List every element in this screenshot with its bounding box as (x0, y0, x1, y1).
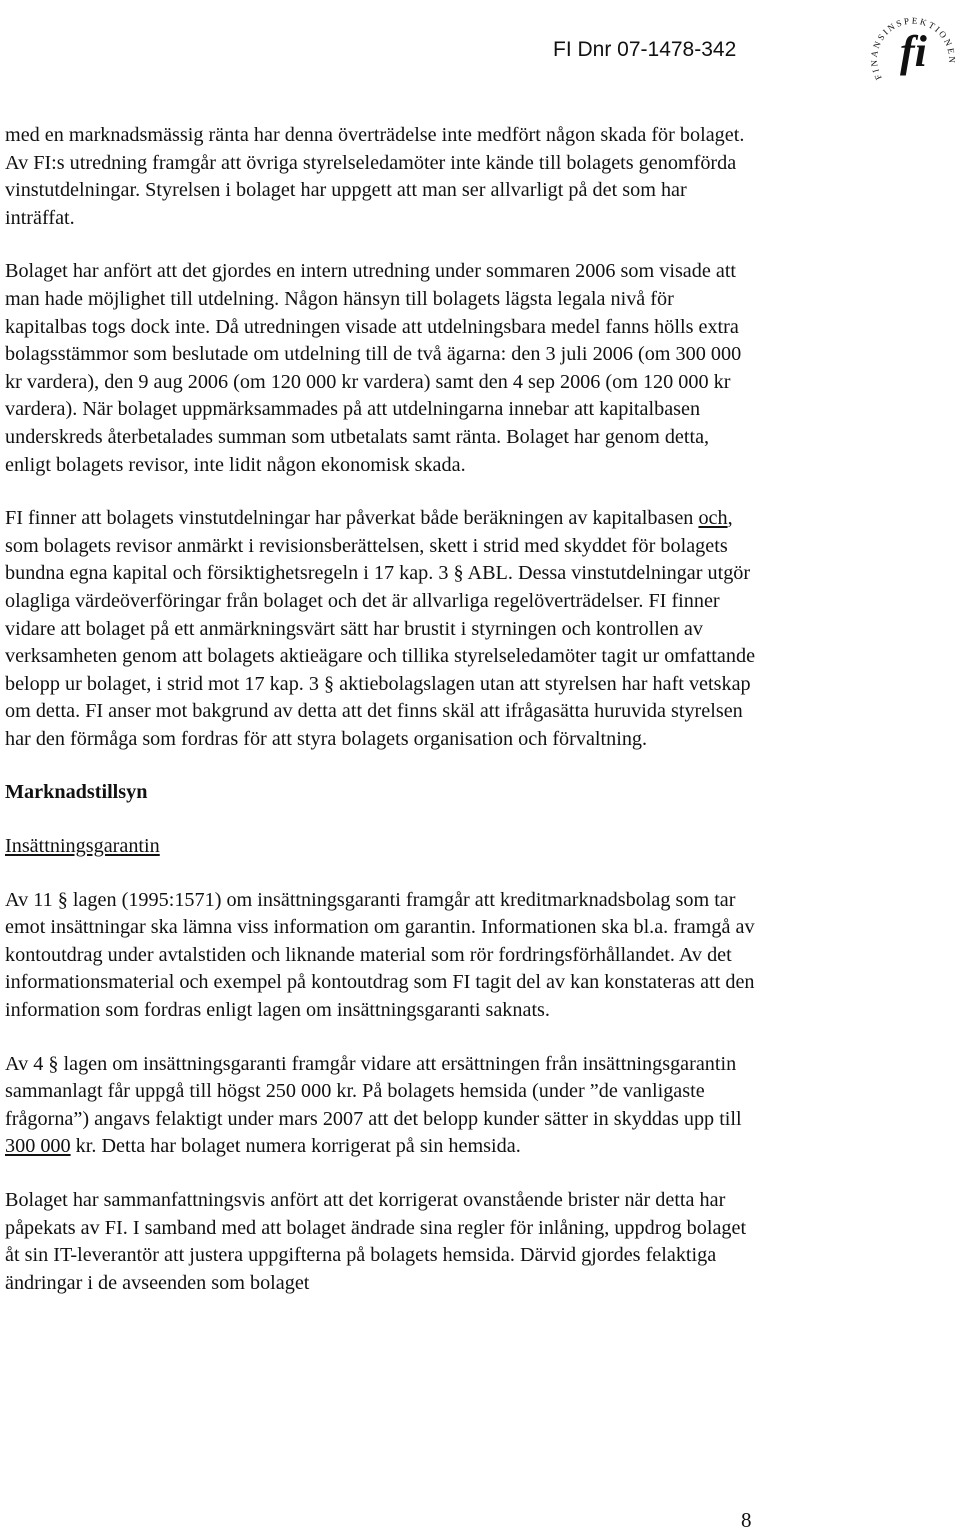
svg-text:FINANSINSPEKTIONEN: FINANSINSPEKTIONEN (868, 15, 958, 82)
paragraph-3 (5, 505, 757, 753)
document-body (5, 122, 757, 1323)
paragraph-3-text-b: , som bolagets revisor anmärkt i revisionsberättelsen, skett i strid med skyddet för bolagets bundna egna kapital och försiktighetsregeln i 17 kap. 3 § ABL. Dessa vinstutdelningar utgör olagliga värdeöverföringar från bolaget och det är allvarliga regelöverträdelser. FI finner vidare att bolaget på ett anmärkningsvärt sätt har brustit i styrningen och kontrollen av verksamheten genom att bolagets aktieägare och tillika styrelseledamöter tagit ur omfattande belopp ur bolaget, i strid mot 17 kap. 3 § aktiebolagslagen utan att styrelsen har haft vetskap om detta. FI anser mot bakgrund av detta att det finns skäl att ifrågasätta huruvida styrelsen har den förmåga som fordras för att styra bolagets organisation och förvaltning. (5, 507, 756, 750)
section-subheading: Insättningsgarantin (5, 835, 160, 858)
paragraph-5-text-a: Av 4 § lagen om insättningsgaranti framgår vidare att ersättningen från insättningsgarantin sammanlagt får uppgå till högst 250 000 kr. På bolagets hemsida (under ”de vanligaste frågorna”) angavs felaktigt under mars 2007 att det belopp kunder sätter in skyddas upp till (5, 1052, 742, 1130)
paragraph-4: Av 11 § lagen (1995:1571) om insättningsgaranti framgår att kreditmarknadsbolag som tar emot insättningar ska lämna viss information om garantin. Informationen ska bl.a. framgå av kontoutdrag under avtalstiden och liknande material som rör fordringsförhållandet. Av det informationsmaterial och exempel på kontoutdrag som FI tagit del av kan konstateras att den information som fordras enligt lagen om insättningsgaranti saknats. (5, 888, 755, 1022)
underlined-amount: 300 000 (5, 1135, 71, 1158)
paragraph-3-text-a: FI finner att bolagets vinstutdelningar har påverkat både beräkningen av kapitalbasen (5, 507, 699, 530)
paragraph-2: Bolaget har anfört att det gjordes en intern utredning under sommaren 2006 som visade att man hade möjlighet till utdelning. Någon hänsyn till bolagets lägsta legala nivå för kapitalbas togs dock inte. Då utredningen visade att utdelningsbara medel fanns hölls extra bolagsstämmor som beslutade om utdelning till de två ägarna: den 3 juli 2006 (om 300 000 kr vardera), den 9 aug 2006 (om 120 000 kr vardera) samt den 4 sep 2006 (om 120 000 kr vardera). När bolaget uppmärksammades på att utdelningarna innebar att kapitalbasen underskreds återbetalades summan som utbetalats samt ränta. Bolaget har genom detta, enligt bolagets revisor, inte lidit någon ekonomisk skada. (5, 260, 742, 476)
section-heading: Marknadstillsyn (5, 781, 148, 804)
paragraph-5-text-b: kr. Detta har bolaget numera korrigerat på sin hemsida. (70, 1135, 521, 1158)
paragraph-6: Bolaget har sammanfattningsvis anfört att det korrigerat ovanstående brister när detta har påpekats av FI. I samband med att bolaget ändrade sina regler för inlåning, uppdrog bolaget åt sin IT-leverantör att justera uppgifterna på bolagets hemsida. Därvid gjordes felaktiga ändringar i de avseenden som bolaget (5, 1189, 747, 1294)
finansinspektionen-logo (866, 0, 960, 94)
underlined-word: och (698, 507, 728, 530)
svg-text:fi: fi (900, 27, 927, 76)
paragraph-5 (5, 1051, 757, 1161)
paragraph-1: med en marknadsmässig ränta har denna överträdelse inte medfört någon skada för bolaget. Av FI:s utredning framgår att övriga styrelseledamöter inte kände till bolagets genomförda vinstutdelningar. Styrelsen i bolaget har uppgett att man ser allvarligt på det som har inträffat. (5, 124, 745, 229)
page-number: 8 (741, 1508, 752, 1532)
document-number: FI Dnr 07-1478-342 (553, 38, 737, 61)
